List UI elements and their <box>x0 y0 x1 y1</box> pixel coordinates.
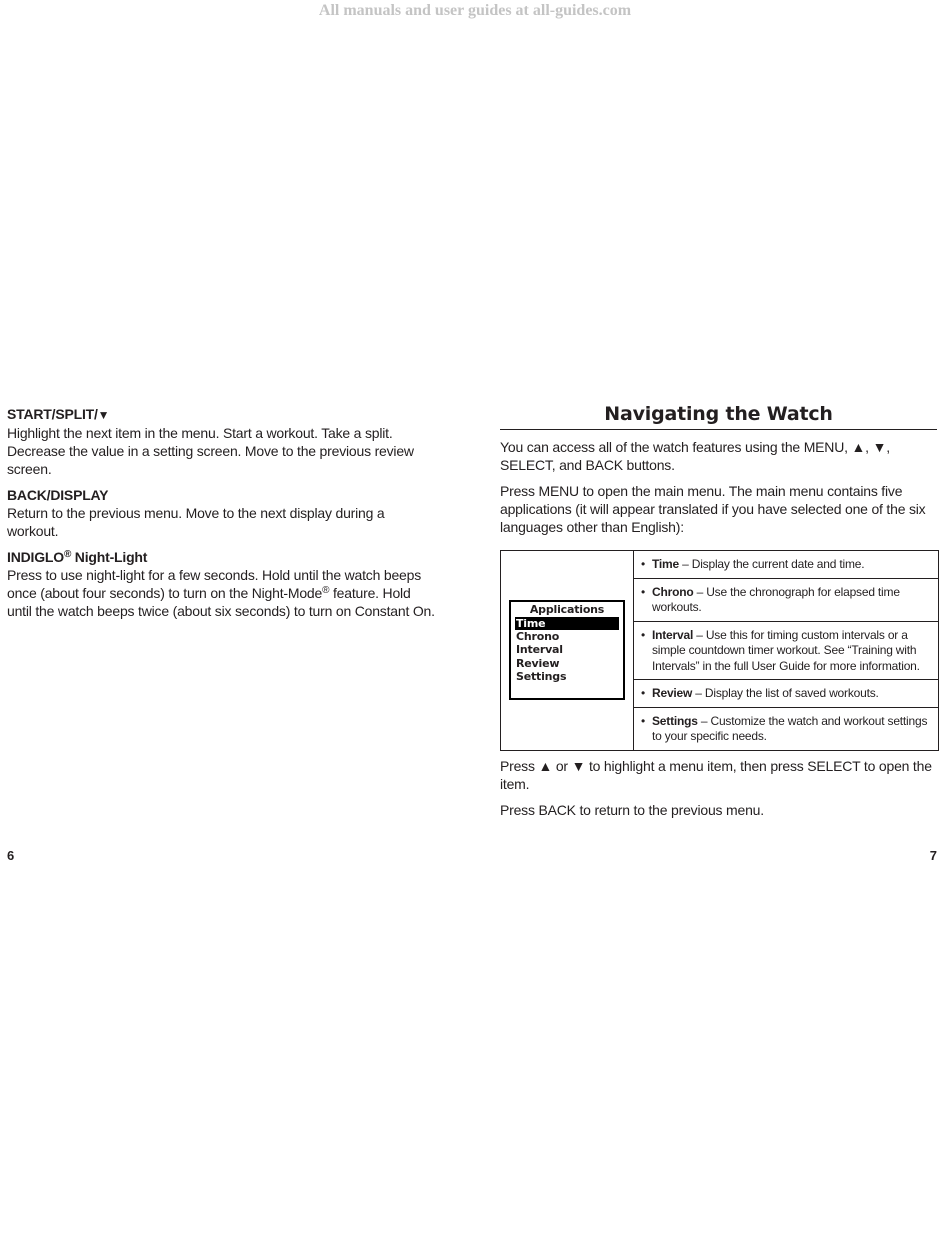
back-display-description: Return to the previous menu. Move to the next display during a workout. <box>7 505 385 539</box>
watermark: All manuals and user guides at all-guides.com <box>318 2 632 19</box>
descriptions-cell <box>634 551 938 750</box>
item-name: Review <box>652 686 693 700</box>
item-desc: – Customize the watch and workout settings to your specific needs. <box>652 713 928 743</box>
page-number-right: 7 <box>929 848 937 863</box>
watch-screen-illustration <box>509 600 625 700</box>
highlight-text-post: to highlight a menu item, then press SELECT to open the item. <box>500 757 932 792</box>
table-row <box>634 622 938 681</box>
item-description <box>652 686 879 702</box>
intro-text-post: , SELECT, and BACK buttons. <box>500 439 890 473</box>
indiglo-description-post: feature. Hold until the watch beeps twice (about six seconds) to turn on Constant On. <box>7 585 435 619</box>
bullet: • <box>641 686 646 700</box>
item-name: Settings <box>652 713 698 728</box>
back-paragraph: Press BACK to return to the previous menu. <box>500 801 764 818</box>
start-split-description: Highlight the next item in the menu. Start a workout. Take a split. Decrease the value in a setting screen. Move to the previous review screen. <box>7 425 414 477</box>
menu-paragraph: Press MENU to open the main menu. The main menu contains five applications (it will appear translated if you have selected one of the six languages other than English): <box>500 483 926 535</box>
indiglo-heading <box>7 548 437 566</box>
indiglo-heading-prefix: INDIGLO <box>7 549 64 565</box>
back-display-heading: BACK/DISPLAY <box>7 487 109 503</box>
highlight-text-pre: Press <box>500 757 539 774</box>
right-page-content <box>500 402 937 827</box>
left-page-content <box>7 405 437 628</box>
highlight-text-mid: or <box>552 757 572 774</box>
item-description <box>652 628 932 675</box>
bullet: • <box>641 584 646 599</box>
table-row <box>634 579 938 622</box>
indiglo-description-pre: Press to use night-light for a few seconds. Hold until the watch beeps once (about four seconds) to turn on the Night-Mode <box>7 567 422 601</box>
item-desc: – Use this for timing custom intervals or a simple countdown timer workout. See “Training with Intervals” in the full User Guide for more information. <box>652 627 920 673</box>
item-desc: – Display the current date and time. <box>679 557 865 571</box>
indiglo-heading-suffix: Night-Light <box>71 549 148 565</box>
down-triangle-icon: ▼ <box>97 408 110 422</box>
registered-mark: ® <box>63 549 72 560</box>
item-desc: – Use the chronograph for elapsed time workouts. <box>652 584 900 614</box>
table-row <box>634 680 938 708</box>
screen-cell <box>501 551 634 750</box>
bullet: • <box>641 713 646 728</box>
intro-paragraph <box>500 438 937 474</box>
indiglo-section <box>7 548 437 620</box>
item-name: Time <box>652 557 679 571</box>
up-triangle-icon: ▲ <box>851 439 866 455</box>
registered-mark: ® <box>322 585 330 596</box>
start-split-heading-text: START/SPLIT/ <box>7 406 98 422</box>
applications-table <box>500 550 939 751</box>
start-split-section <box>7 405 437 478</box>
highlight-paragraph <box>500 757 937 793</box>
bullet: • <box>641 627 646 642</box>
screen-item-review: Review <box>516 656 560 670</box>
screen-item-interval: Interval <box>516 643 563 657</box>
indiglo-description <box>7 566 437 620</box>
down-triangle-icon: ▼ <box>872 439 887 455</box>
screen-item-time: Time <box>515 617 619 630</box>
table-row <box>634 708 938 750</box>
page-title: Navigating the Watch <box>500 402 937 430</box>
page-number-left: 6 <box>7 848 15 863</box>
item-desc: – Display the list of saved workouts. <box>692 686 879 700</box>
start-split-heading <box>7 405 437 424</box>
down-triangle-icon: ▼ <box>571 757 586 774</box>
screen-item-settings: Settings <box>516 670 567 684</box>
back-display-section <box>7 486 437 540</box>
intro-text-pre: You can access all of the watch features using the MENU, <box>500 439 852 455</box>
screen-item-chrono: Chrono <box>516 630 560 644</box>
item-name: Chrono <box>652 584 694 599</box>
intro-text-sep: , <box>865 439 873 455</box>
table-row <box>634 551 938 579</box>
screen-title: Applications <box>529 603 605 617</box>
item-description <box>652 557 864 573</box>
item-name: Interval <box>652 627 694 642</box>
item-description <box>652 585 932 616</box>
up-triangle-icon: ▲ <box>538 757 553 774</box>
item-description <box>652 714 932 745</box>
bullet: • <box>641 557 646 571</box>
